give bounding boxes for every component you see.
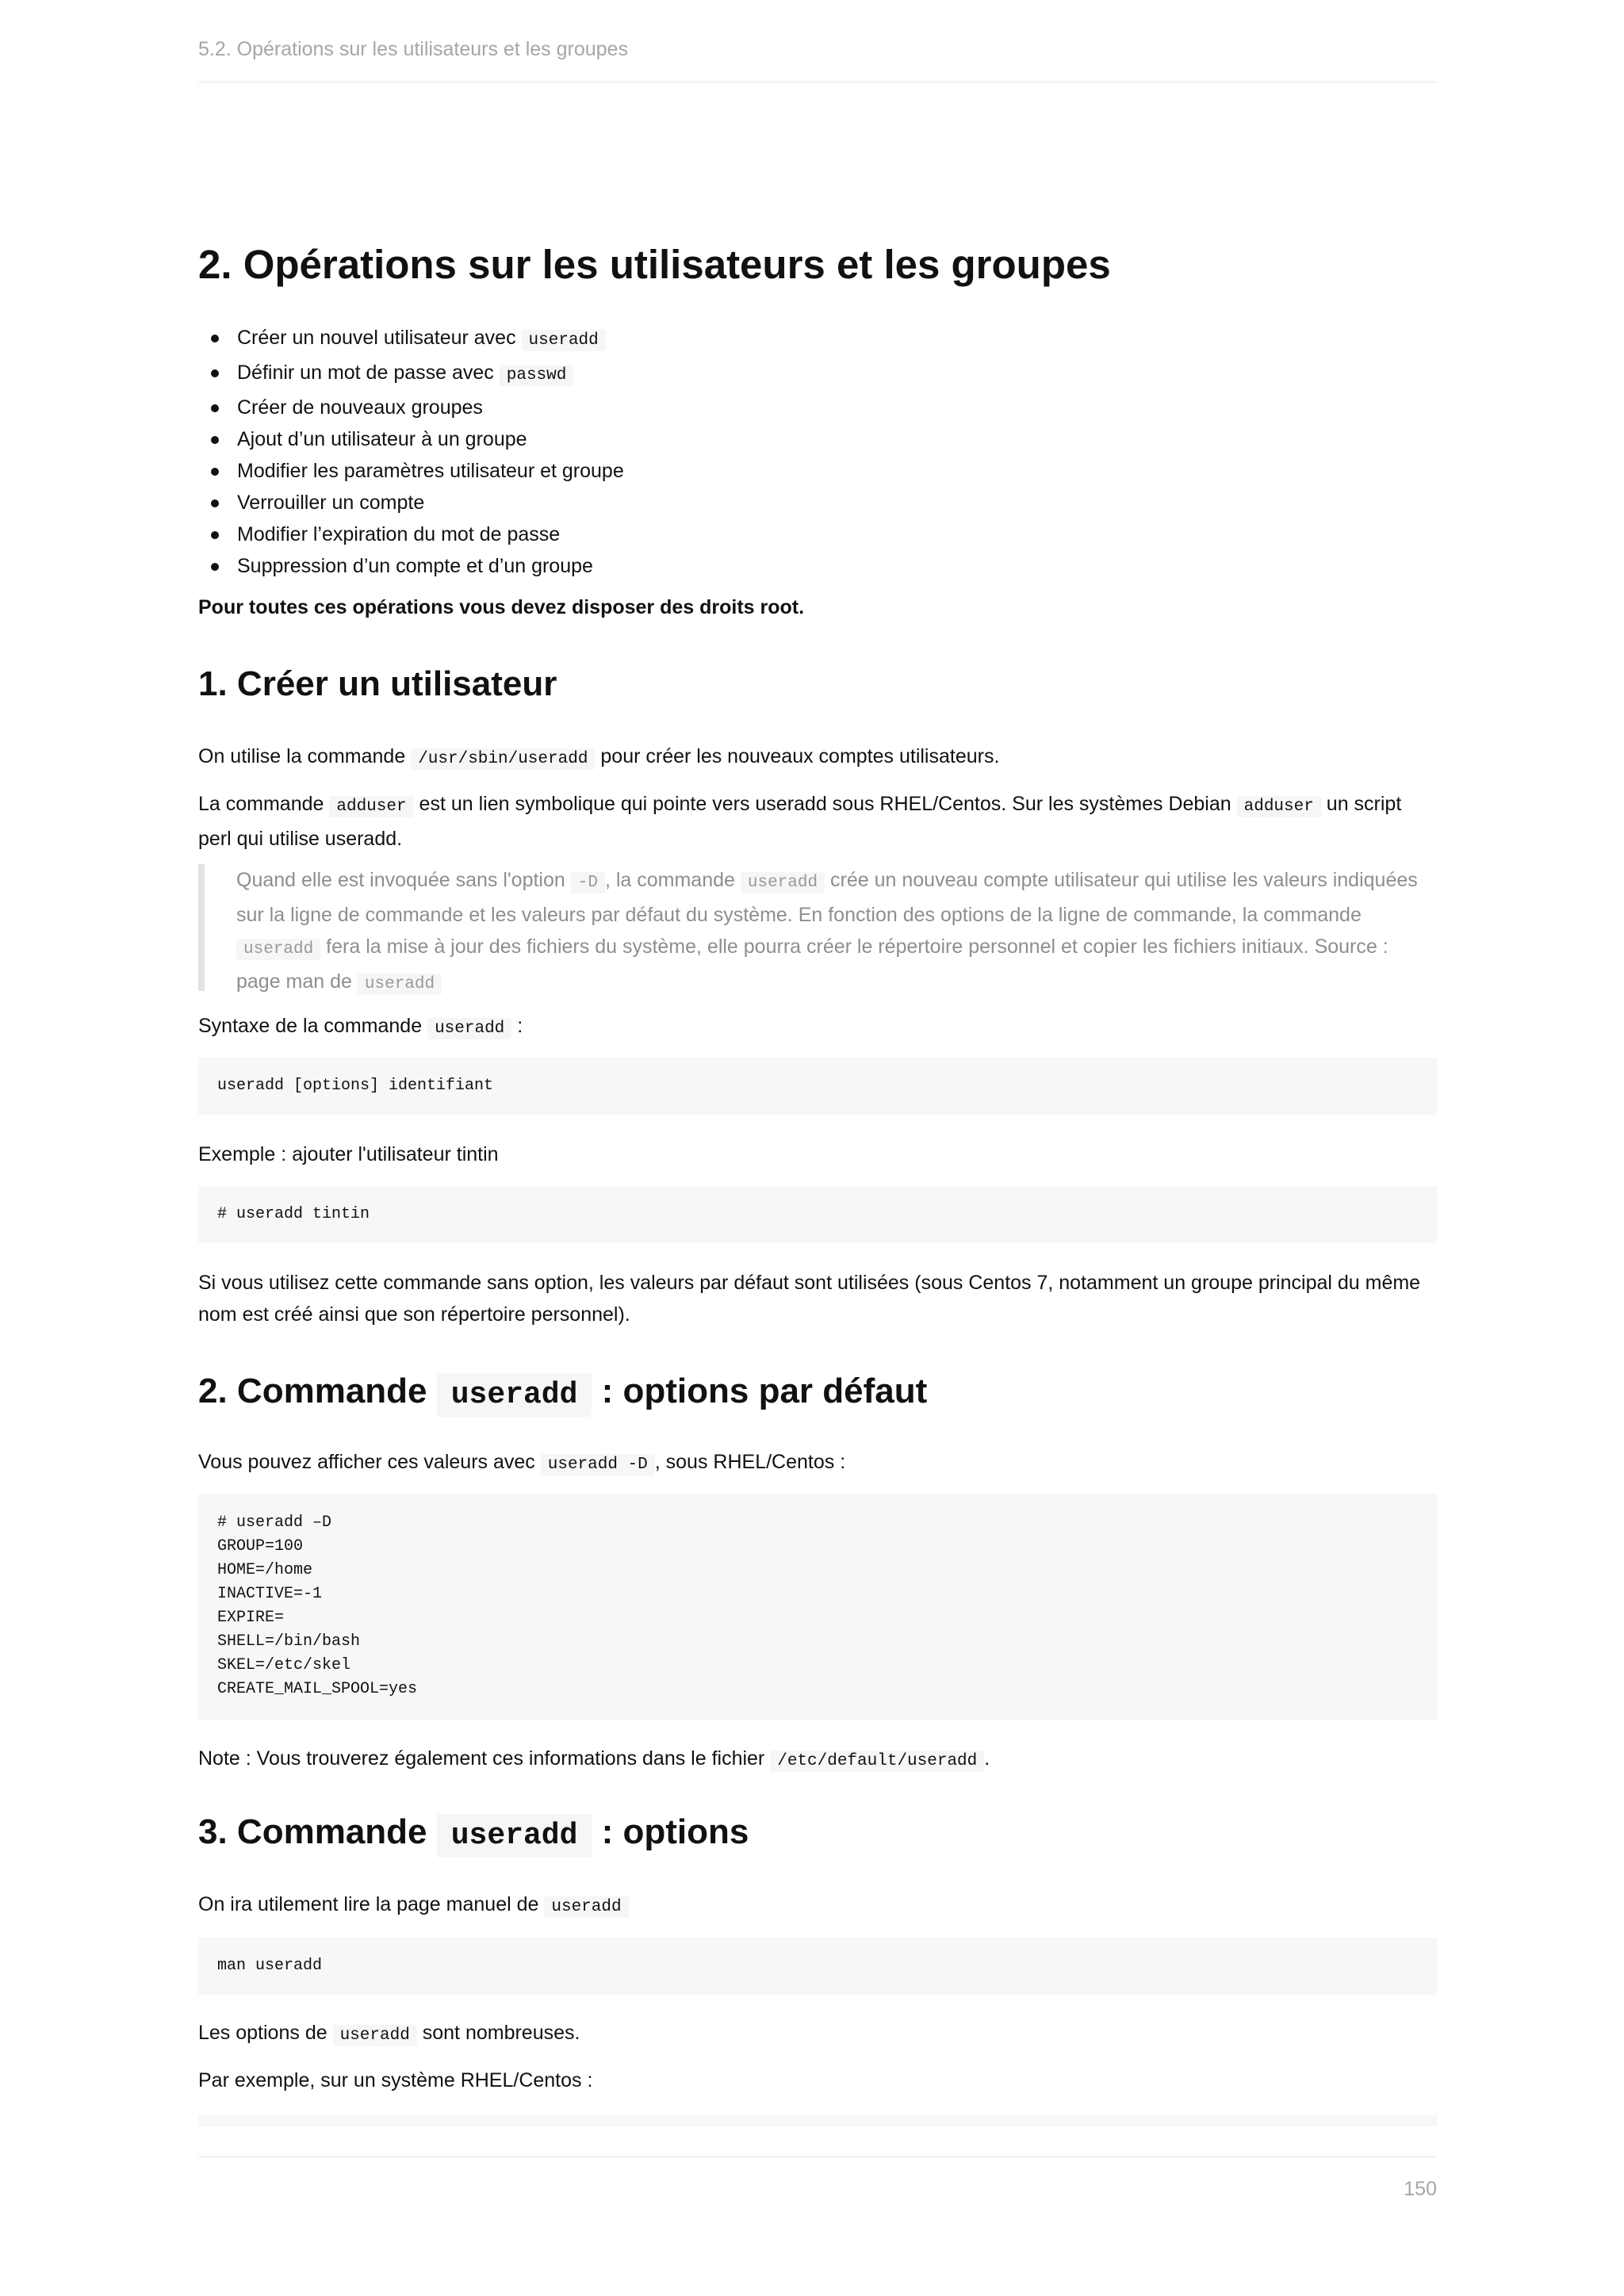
section-1-paragraph-2: La commande adduser est un lien symbolique qui pointe vers useradd sous RHEL/Centos. Sur les systèmes Debian adduser un script perl qui utilise useradd. <box>198 793 1402 850</box>
section-3-paragraph-2: Les options de useradd sont nombreuses. <box>198 2022 580 2045</box>
section-2-paragraph: Vous pouvez afficher ces valeurs avec useradd -D , sous RHEL/Centos : <box>198 1451 846 1474</box>
example-code-block: # useradd tintin <box>198 1186 1437 1243</box>
list-item: Créer de nouveaux groupes <box>198 392 1437 423</box>
inline-code: useradd -D <box>541 1454 655 1475</box>
inline-code: adduser <box>329 796 413 817</box>
inline-code: useradd <box>236 939 320 960</box>
inline-code: -D <box>571 872 605 894</box>
page-title: 2. Opérations sur les utilisateurs et les groupes <box>198 242 1111 287</box>
defaults-code-block: # useradd –D GROUP=100 HOME=/home INACTIVE=-1 EXPIRE= SHELL=/bin/bash SKEL=/etc/skel CREATE_MAIL_SPOOL=yes <box>198 1494 1437 1720</box>
syntax-code-block: useradd [options] identifiant <box>198 1058 1437 1115</box>
inline-code: /etc/default/useradd <box>770 1751 984 1772</box>
running-header: 5.2. Opérations sur les utilisateurs et les groupes <box>198 38 1437 82</box>
root-notice: Pour toutes ces opérations vous devez disposer des droits root. <box>198 596 805 618</box>
section-3-title: 3. Commande useradd : options <box>198 1812 1437 1853</box>
list-item: Définir un mot de passe avec passwd <box>198 357 1437 392</box>
section-3-paragraph-3: Par exemple, sur un système RHEL/Centos : <box>198 2069 593 2091</box>
page-number: 150 <box>1404 2178 1437 2200</box>
list-item: Ajout d’un utilisateur à un groupe <box>198 423 1437 455</box>
example-label: Exemple : ajouter l'utilisateur tintin <box>198 1143 499 1165</box>
inline-code: useradd <box>741 872 825 894</box>
inline-code: useradd <box>427 1018 511 1039</box>
heading-code: useradd <box>437 1814 592 1858</box>
man-code-block: man useradd <box>198 1938 1437 1995</box>
list-item: Créer un nouvel utilisateur avec useradd <box>198 322 1437 357</box>
inline-code: useradd <box>522 330 606 351</box>
list-item: Suppression d’un compte et d’un groupe <box>198 550 1437 582</box>
inline-code: useradd <box>358 974 442 995</box>
list-item: Verrouiller un compte <box>198 487 1437 519</box>
inline-code: useradd <box>333 2025 417 2046</box>
list-item: Modifier l’expiration du mot de passe <box>198 519 1437 550</box>
section-3-paragraph-1: On ira utilement lire la page manuel de useradd <box>198 1888 1437 1923</box>
inline-code: useradd <box>544 1896 628 1918</box>
section-1-title: 1. Créer un utilisateur <box>198 664 557 703</box>
options-code-block <box>198 2115 1437 2126</box>
note-paragraph: Note : Vous trouverez également ces informations dans le fichier /etc/default/useradd . <box>198 1747 990 1770</box>
man-page-quote: Quand elle est invoquée sans l'option -D , la commande useradd crée un nouveau compte utilisateur qui utilise les valeurs indiquées sur la ligne de commande et les valeurs par défaut du système. En fonction des options de la ligne de commande, la commande useradd fera la mise à jour des fichiers du système, elle pourra créer le répertoire personnel et copier les fichiers initiaux. Source : page man de useradd <box>198 864 1437 991</box>
running-footer <box>198 2156 1437 2201</box>
syntax-label: Syntaxe de la commande useradd : <box>198 1015 523 1038</box>
default-values-paragraph: Si vous utilisez cette commande sans option, les valeurs par défaut sont utilisées (sous Centos 7, notamment un groupe principal du même nom est créé ainsi que son répertoire personnel). <box>198 1272 1421 1326</box>
list-item: Modifier les paramètres utilisateur et groupe <box>198 455 1437 487</box>
heading-code: useradd <box>437 1373 592 1417</box>
inline-code: /usr/sbin/useradd <box>411 748 595 770</box>
inline-code: passwd <box>500 365 574 386</box>
inline-code: adduser <box>1237 796 1321 817</box>
intro-list <box>198 322 1437 582</box>
section-1-paragraph-1: On utilise la commande /usr/sbin/useradd pour créer les nouveaux comptes utilisateurs. <box>198 745 1000 768</box>
section-2-title: 2. Commande useradd : options par défaut <box>198 1372 1437 1412</box>
